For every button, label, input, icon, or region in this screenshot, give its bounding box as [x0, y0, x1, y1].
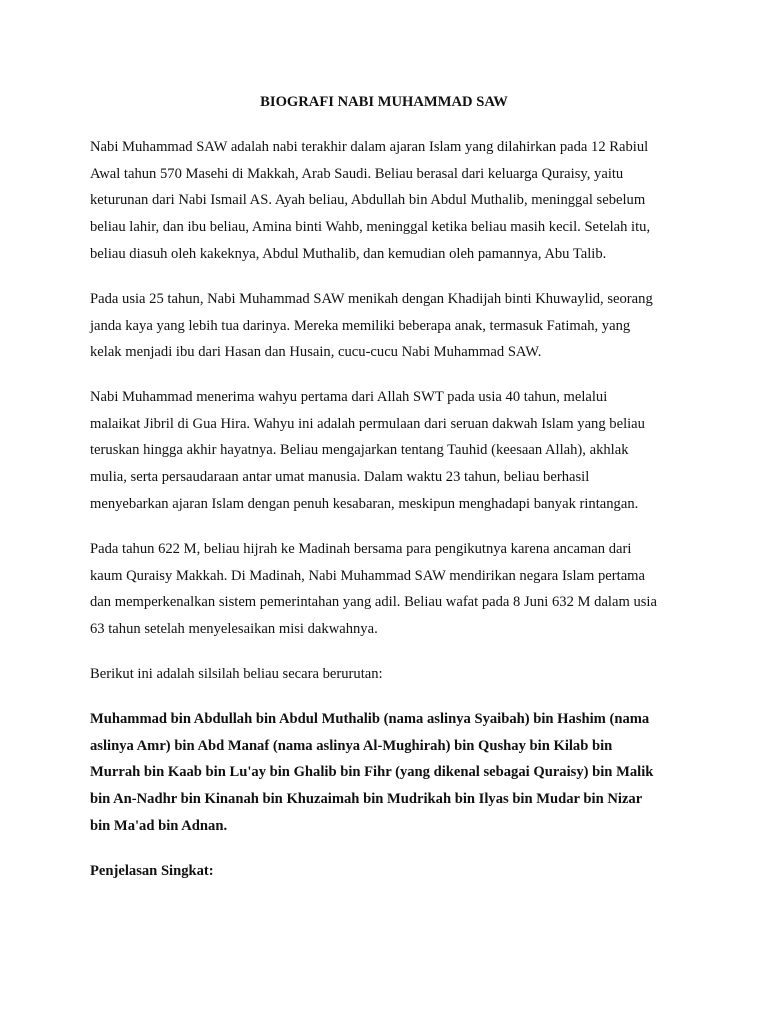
text-line: dan memperkenalkan sistem pemerintahan yang adil. Beliau wafat pada 8 Juni 632 M dalam usia — [90, 594, 657, 611]
document-title: BIOGRAFI NABI MUHAMMAD SAW — [260, 94, 508, 110]
text-line: kelak menjadi ibu dari Hasan dan Husain, cucu-cucu Nabi Muhammad SAW. — [90, 344, 542, 361]
text-line: bin Ma'ad bin Adnan. — [90, 817, 228, 834]
text-line: Penjelasan Singkat: — [90, 863, 214, 879]
text-line: malaikat Jibril di Gua Hira. Wahyu ini adalah permulaan dari seruan dakwah Islam yang beliau — [90, 415, 645, 432]
text-line: Pada tahun 622 M, beliau hijrah ke Madinah bersama para pengikutnya karena ancaman dari — [90, 541, 632, 557]
paragraph-lineage — [90, 710, 690, 843]
text-line: Pada usia 25 tahun, Nabi Muhammad SAW menikah dengan Khadijah binti Khuwaylid, seorang — [90, 291, 653, 307]
paragraph-biography-intro — [90, 138, 690, 271]
text-line: Berikut ini adalah silsilah beliau secara berurutan: — [90, 666, 383, 682]
text-line: Muhammad bin Abdullah bin Abdul Muthalib (nama aslinya Syaibah) bin Hashim (nama — [90, 711, 650, 727]
text-line: Nabi Muhammad SAW adalah nabi terakhir dalam ajaran Islam yang dilahirkan pada 12 Rabiul — [90, 139, 649, 155]
text-line: Murrah bin Kaab bin Lu'ay bin Ghalib bin Fihr (yang dikenal sebagai Quraisy) bin Malik — [90, 764, 654, 781]
paragraph-revelation — [90, 388, 690, 521]
text-line: Nabi Muhammad menerima wahyu pertama dari Allah SWT pada usia 40 tahun, melalui — [90, 389, 608, 405]
text-line: Awal tahun 570 Masehi di Makkah, Arab Saudi. Beliau berasal dari keluarga Quraisy, yaitu — [90, 165, 624, 182]
text-line: 63 tahun setelah menyelesaikan misi dakwahnya. — [90, 621, 378, 638]
text-line: bin An-Nadhr bin Kinanah bin Khuzaimah bin Mudrikah bin Ilyas bin Mudar bin Nizar — [90, 791, 643, 808]
text-line: keturunan dari Nabi Ismail AS. Ayah beliau, Abdullah bin Abdul Muthalib, meninggal sebelum — [90, 192, 646, 209]
text-line: beliau diasuh oleh kakeknya, Abdul Muthalib, dan kemudian oleh pamannya, Abu Talib. — [90, 245, 607, 262]
text-line: janda kaya yang lebih tua darinya. Mereka memiliki beberapa anak, termasuk Fatimah, yang — [90, 317, 631, 334]
paragraph-hijrah — [90, 540, 690, 647]
text-line: teruskan hingga akhir hayatnya. Beliau mengajarkan tentang Tauhid (keesaan Allah), akhlak — [90, 442, 629, 459]
text-line: menyebarkan ajaran Islam dengan penuh kesabaran, meskipun menghadapi banyak rintangan. — [90, 495, 639, 512]
text-line: kaum Quraisy Makkah. Di Madinah, Nabi Muhammad SAW mendirikan negara Islam pertama — [90, 567, 646, 584]
section-heading-summary — [90, 862, 690, 889]
text-line: mulia, serta persaudaraan antar umat manusia. Dalam waktu 23 tahun, beliau berhasil — [90, 469, 590, 486]
paragraph-marriage — [90, 290, 690, 370]
text-line: beliau lahir, dan ibu beliau, Amina binti Wahb, meninggal ketika beliau masih kecil. Setelah itu, — [90, 219, 651, 236]
paragraph-lineage-intro — [90, 665, 690, 692]
text-line: aslinya Amr) bin Abd Manaf (nama aslinya Al-Mughirah) bin Qushay bin Kilab bin — [90, 737, 613, 754]
